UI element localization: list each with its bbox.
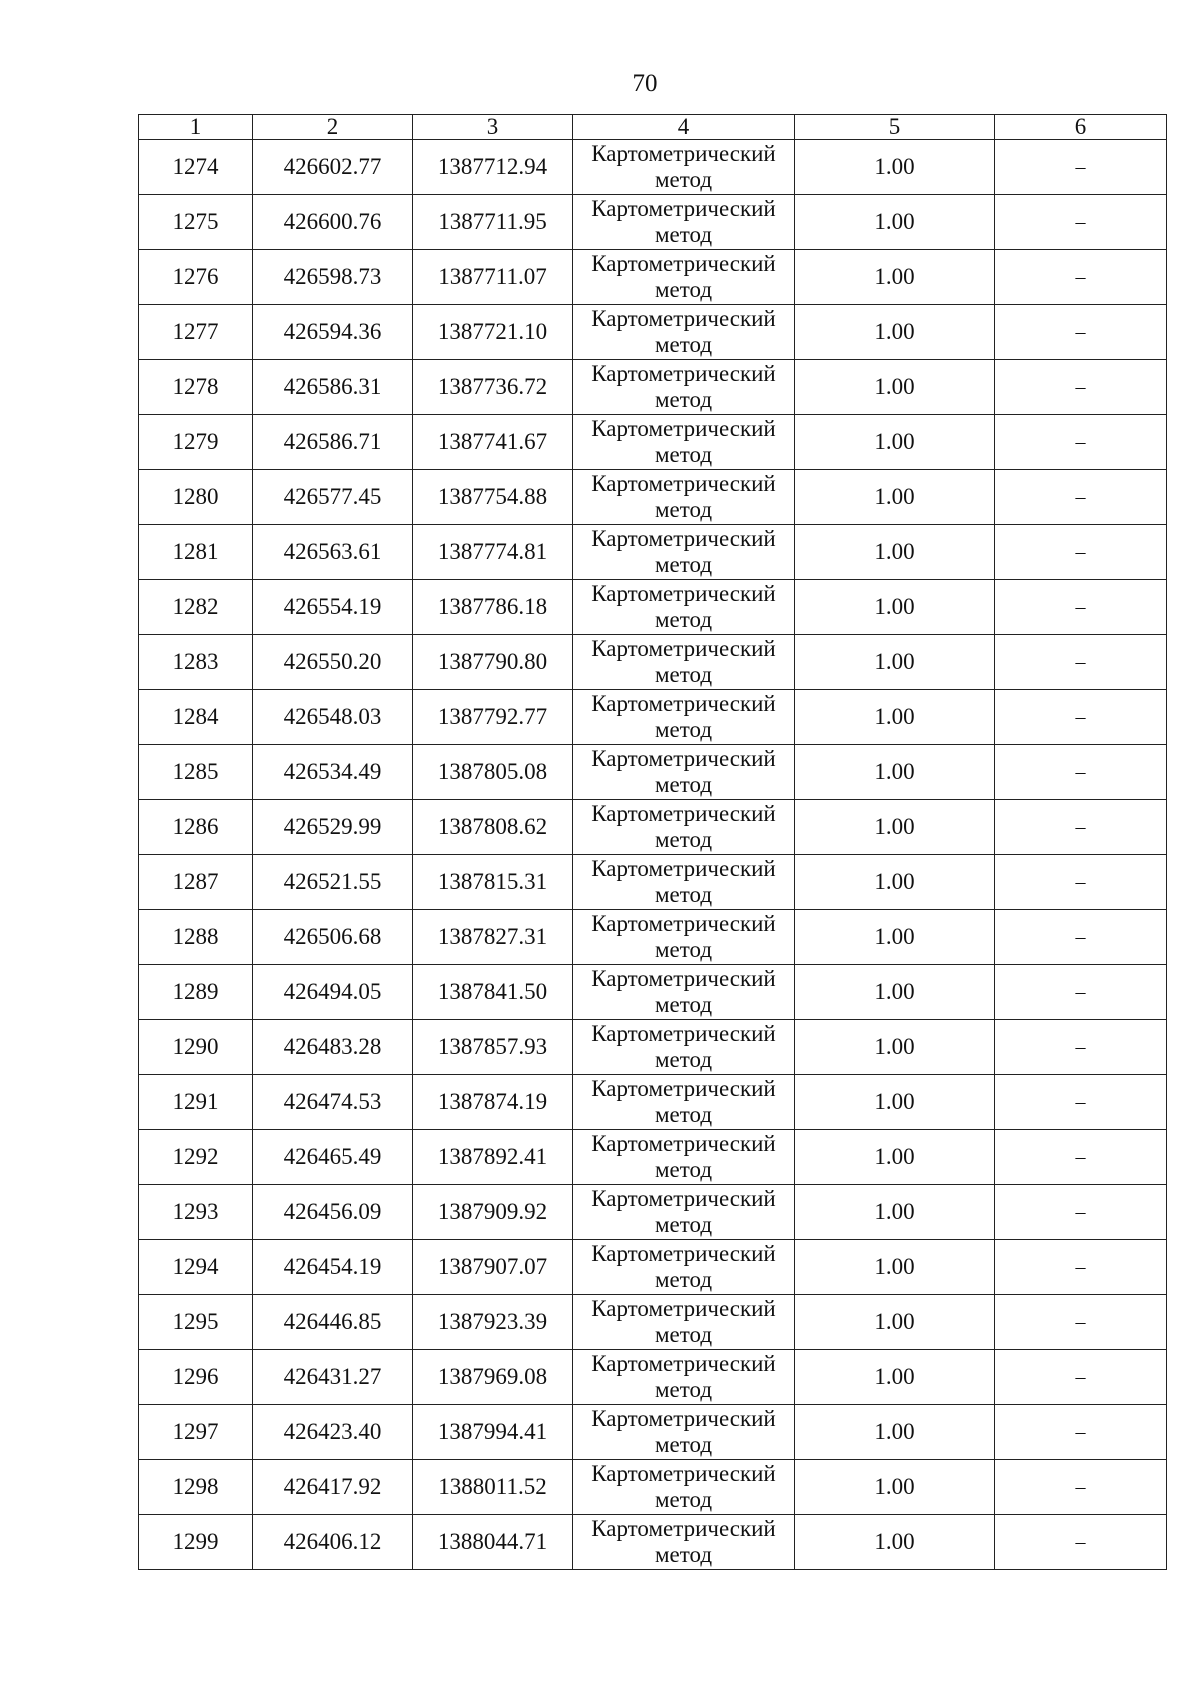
method-line-2: метод (654, 222, 713, 247)
method-cell (573, 1185, 795, 1240)
method-cell (573, 1405, 795, 1460)
method-line-1: Картометрический (591, 196, 776, 221)
method-line-1: Картометрический (591, 966, 776, 991)
accuracy-cell: 1.00 (795, 910, 995, 965)
note-cell: – (995, 855, 1167, 910)
table-header-row (139, 115, 1167, 140)
accuracy-cell: 1.00 (795, 1350, 995, 1405)
y-coordinate-cell: 1387711.07 (413, 250, 573, 305)
method-line-1: Картометрический (591, 1186, 776, 1211)
table-row (139, 140, 1167, 195)
point-number-cell: 1278 (139, 360, 253, 415)
table-row (139, 800, 1167, 855)
note-cell: – (995, 1405, 1167, 1460)
y-coordinate-cell: 1387736.72 (413, 360, 573, 415)
method-line-1: Картометрический (591, 1351, 776, 1376)
method-line-2: метод (654, 442, 713, 467)
note-cell: – (995, 360, 1167, 415)
method-line-1: Картометрический (591, 1076, 776, 1101)
table-body (139, 140, 1167, 1570)
method-line-1: Картометрический (591, 1021, 776, 1046)
method-line-1: Картометрический (591, 1241, 776, 1266)
note-cell: – (995, 910, 1167, 965)
method-line-1: Картометрический (591, 1131, 776, 1156)
x-coordinate-cell: 426534.49 (253, 745, 413, 800)
table-row (139, 1405, 1167, 1460)
method-line-1: Картометрический (591, 1296, 776, 1321)
y-coordinate-cell: 1388011.52 (413, 1460, 573, 1515)
method-line-1: Картометрический (591, 856, 776, 881)
column-header: 1 (139, 115, 253, 140)
accuracy-cell: 1.00 (795, 1405, 995, 1460)
accuracy-cell: 1.00 (795, 415, 995, 470)
accuracy-cell: 1.00 (795, 965, 995, 1020)
note-cell: – (995, 745, 1167, 800)
x-coordinate-cell: 426465.49 (253, 1130, 413, 1185)
method-cell (573, 360, 795, 415)
x-coordinate-cell: 426594.36 (253, 305, 413, 360)
table-row (139, 745, 1167, 800)
accuracy-cell: 1.00 (795, 1185, 995, 1240)
x-coordinate-cell: 426548.03 (253, 690, 413, 745)
note-cell: – (995, 1515, 1167, 1570)
method-line-1: Картометрический (591, 581, 776, 606)
method-cell (573, 1515, 795, 1570)
y-coordinate-cell: 1387909.92 (413, 1185, 573, 1240)
accuracy-cell: 1.00 (795, 360, 995, 415)
note-cell: – (995, 1350, 1167, 1405)
note-cell: – (995, 1185, 1167, 1240)
note-cell: – (995, 1075, 1167, 1130)
note-cell: – (995, 800, 1167, 855)
x-coordinate-cell: 426586.31 (253, 360, 413, 415)
accuracy-cell: 1.00 (795, 1515, 995, 1570)
y-coordinate-cell: 1387774.81 (413, 525, 573, 580)
accuracy-cell: 1.00 (795, 855, 995, 910)
x-coordinate-cell: 426474.53 (253, 1075, 413, 1130)
y-coordinate-cell: 1387827.31 (413, 910, 573, 965)
accuracy-cell: 1.00 (795, 250, 995, 305)
method-cell (573, 250, 795, 305)
accuracy-cell: 1.00 (795, 1295, 995, 1350)
accuracy-cell: 1.00 (795, 580, 995, 635)
accuracy-cell: 1.00 (795, 745, 995, 800)
method-cell (573, 855, 795, 910)
y-coordinate-cell: 1387815.31 (413, 855, 573, 910)
column-header: 6 (995, 115, 1167, 140)
method-line-2: метод (654, 1102, 713, 1127)
x-coordinate-cell: 426598.73 (253, 250, 413, 305)
table-row (139, 855, 1167, 910)
x-coordinate-cell: 426494.05 (253, 965, 413, 1020)
note-cell: – (995, 1460, 1167, 1515)
point-number-cell: 1299 (139, 1515, 253, 1570)
accuracy-cell: 1.00 (795, 690, 995, 745)
y-coordinate-cell: 1387907.07 (413, 1240, 573, 1295)
method-cell (573, 690, 795, 745)
method-line-2: метод (654, 387, 713, 412)
method-line-1: Картометрический (591, 911, 776, 936)
note-cell: – (995, 525, 1167, 580)
method-line-1: Картометрический (591, 526, 776, 551)
y-coordinate-cell: 1387969.08 (413, 1350, 573, 1405)
point-number-cell: 1283 (139, 635, 253, 690)
table-row (139, 1075, 1167, 1130)
method-line-2: метод (654, 1322, 713, 1347)
note-cell: – (995, 690, 1167, 745)
table-row (139, 1350, 1167, 1405)
table-row (139, 910, 1167, 965)
note-cell: – (995, 470, 1167, 525)
note-cell: – (995, 140, 1167, 195)
table-row (139, 195, 1167, 250)
accuracy-cell: 1.00 (795, 635, 995, 690)
coordinates-table (138, 114, 1167, 1570)
table-row (139, 1130, 1167, 1185)
point-number-cell: 1284 (139, 690, 253, 745)
method-line-2: метод (654, 772, 713, 797)
method-line-1: Картометрический (591, 416, 776, 441)
column-header: 4 (573, 115, 795, 140)
y-coordinate-cell: 1387786.18 (413, 580, 573, 635)
method-cell (573, 635, 795, 690)
x-coordinate-cell: 426521.55 (253, 855, 413, 910)
point-number-cell: 1285 (139, 745, 253, 800)
method-cell (573, 140, 795, 195)
method-cell (573, 800, 795, 855)
table-row (139, 250, 1167, 305)
y-coordinate-cell: 1387712.94 (413, 140, 573, 195)
point-number-cell: 1286 (139, 800, 253, 855)
table-row (139, 1460, 1167, 1515)
column-header: 3 (413, 115, 573, 140)
point-number-cell: 1294 (139, 1240, 253, 1295)
method-cell (573, 745, 795, 800)
table-row (139, 1240, 1167, 1295)
method-line-2: метод (654, 717, 713, 742)
table-row (139, 1185, 1167, 1240)
table-row (139, 965, 1167, 1020)
x-coordinate-cell: 426600.76 (253, 195, 413, 250)
x-coordinate-cell: 426506.68 (253, 910, 413, 965)
accuracy-cell: 1.00 (795, 1130, 995, 1185)
point-number-cell: 1289 (139, 965, 253, 1020)
table-row (139, 1295, 1167, 1350)
x-coordinate-cell: 426550.20 (253, 635, 413, 690)
method-line-1: Картометрический (591, 361, 776, 386)
y-coordinate-cell: 1387857.93 (413, 1020, 573, 1075)
method-line-2: метод (654, 277, 713, 302)
accuracy-cell: 1.00 (795, 1460, 995, 1515)
x-coordinate-cell: 426554.19 (253, 580, 413, 635)
accuracy-cell: 1.00 (795, 305, 995, 360)
x-coordinate-cell: 426483.28 (253, 1020, 413, 1075)
accuracy-cell: 1.00 (795, 1240, 995, 1295)
x-coordinate-cell: 426563.61 (253, 525, 413, 580)
accuracy-cell: 1.00 (795, 1075, 995, 1130)
method-cell (573, 1460, 795, 1515)
accuracy-cell: 1.00 (795, 140, 995, 195)
method-cell (573, 470, 795, 525)
point-number-cell: 1282 (139, 580, 253, 635)
table-row (139, 690, 1167, 745)
point-number-cell: 1290 (139, 1020, 253, 1075)
method-line-1: Картометрический (591, 1516, 776, 1541)
method-cell (573, 195, 795, 250)
note-cell: – (995, 1240, 1167, 1295)
table-row (139, 635, 1167, 690)
method-line-1: Картометрический (591, 636, 776, 661)
x-coordinate-cell: 426446.85 (253, 1295, 413, 1350)
note-cell: – (995, 635, 1167, 690)
note-cell: – (995, 250, 1167, 305)
point-number-cell: 1288 (139, 910, 253, 965)
method-line-1: Картометрический (591, 306, 776, 331)
point-number-cell: 1295 (139, 1295, 253, 1350)
method-cell (573, 1020, 795, 1075)
table-row (139, 1515, 1167, 1570)
x-coordinate-cell: 426431.27 (253, 1350, 413, 1405)
x-coordinate-cell: 426529.99 (253, 800, 413, 855)
method-line-1: Картометрический (591, 251, 776, 276)
y-coordinate-cell: 1387792.77 (413, 690, 573, 745)
y-coordinate-cell: 1387711.95 (413, 195, 573, 250)
y-coordinate-cell: 1387805.08 (413, 745, 573, 800)
method-cell (573, 1350, 795, 1405)
y-coordinate-cell: 1387892.41 (413, 1130, 573, 1185)
y-coordinate-cell: 1387874.19 (413, 1075, 573, 1130)
method-cell (573, 525, 795, 580)
y-coordinate-cell: 1387741.67 (413, 415, 573, 470)
point-number-cell: 1292 (139, 1130, 253, 1185)
method-line-1: Картометрический (591, 141, 776, 166)
method-line-2: метод (654, 1487, 713, 1512)
method-line-2: метод (654, 1377, 713, 1402)
note-cell: – (995, 195, 1167, 250)
method-cell (573, 910, 795, 965)
method-line-2: метод (654, 1157, 713, 1182)
method-line-1: Картометрический (591, 1461, 776, 1486)
point-number-cell: 1277 (139, 305, 253, 360)
x-coordinate-cell: 426406.12 (253, 1515, 413, 1570)
table-row (139, 470, 1167, 525)
x-coordinate-cell: 426586.71 (253, 415, 413, 470)
accuracy-cell: 1.00 (795, 800, 995, 855)
method-line-2: метод (654, 332, 713, 357)
method-cell (573, 1240, 795, 1295)
method-line-2: метод (654, 1047, 713, 1072)
method-line-2: метод (654, 827, 713, 852)
point-number-cell: 1293 (139, 1185, 253, 1240)
x-coordinate-cell: 426423.40 (253, 1405, 413, 1460)
point-number-cell: 1291 (139, 1075, 253, 1130)
x-coordinate-cell: 426602.77 (253, 140, 413, 195)
x-coordinate-cell: 426577.45 (253, 470, 413, 525)
table-row (139, 415, 1167, 470)
point-number-cell: 1297 (139, 1405, 253, 1460)
point-number-cell: 1287 (139, 855, 253, 910)
y-coordinate-cell: 1387841.50 (413, 965, 573, 1020)
y-coordinate-cell: 1387808.62 (413, 800, 573, 855)
note-cell: – (995, 1020, 1167, 1075)
method-line-2: метод (654, 552, 713, 577)
note-cell: – (995, 305, 1167, 360)
method-line-2: метод (654, 937, 713, 962)
y-coordinate-cell: 1387994.41 (413, 1405, 573, 1460)
point-number-cell: 1279 (139, 415, 253, 470)
method-line-1: Картометрический (591, 746, 776, 771)
x-coordinate-cell: 426454.19 (253, 1240, 413, 1295)
method-line-1: Картометрический (591, 691, 776, 716)
table-row (139, 305, 1167, 360)
point-number-cell: 1281 (139, 525, 253, 580)
method-cell (573, 415, 795, 470)
note-cell: – (995, 1130, 1167, 1185)
method-line-2: метод (654, 607, 713, 632)
method-cell (573, 305, 795, 360)
table-row (139, 1020, 1167, 1075)
method-line-2: метод (654, 662, 713, 687)
method-line-2: метод (654, 167, 713, 192)
method-cell (573, 965, 795, 1020)
method-line-2: метод (654, 497, 713, 522)
note-cell: – (995, 1295, 1167, 1350)
column-header: 2 (253, 115, 413, 140)
table-row (139, 360, 1167, 415)
note-cell: – (995, 965, 1167, 1020)
x-coordinate-cell: 426456.09 (253, 1185, 413, 1240)
method-line-1: Картометрический (591, 801, 776, 826)
y-coordinate-cell: 1387790.80 (413, 635, 573, 690)
accuracy-cell: 1.00 (795, 470, 995, 525)
x-coordinate-cell: 426417.92 (253, 1460, 413, 1515)
page-number: 70 (632, 70, 658, 97)
method-cell (573, 580, 795, 635)
column-header: 5 (795, 115, 995, 140)
point-number-cell: 1275 (139, 195, 253, 250)
point-number-cell: 1276 (139, 250, 253, 305)
method-cell (573, 1130, 795, 1185)
y-coordinate-cell: 1387721.10 (413, 305, 573, 360)
note-cell: – (995, 415, 1167, 470)
point-number-cell: 1274 (139, 140, 253, 195)
y-coordinate-cell: 1388044.71 (413, 1515, 573, 1570)
point-number-cell: 1298 (139, 1460, 253, 1515)
point-number-cell: 1280 (139, 470, 253, 525)
table-row (139, 580, 1167, 635)
table-row (139, 525, 1167, 580)
method-line-2: метод (654, 1267, 713, 1292)
method-line-2: метод (654, 1432, 713, 1457)
accuracy-cell: 1.00 (795, 1020, 995, 1075)
y-coordinate-cell: 1387754.88 (413, 470, 573, 525)
method-line-2: метод (654, 1212, 713, 1237)
accuracy-cell: 1.00 (795, 195, 995, 250)
note-cell: – (995, 580, 1167, 635)
y-coordinate-cell: 1387923.39 (413, 1295, 573, 1350)
method-line-2: метод (654, 882, 713, 907)
method-line-2: метод (654, 992, 713, 1017)
accuracy-cell: 1.00 (795, 525, 995, 580)
method-line-2: метод (654, 1542, 713, 1567)
method-line-1: Картометрический (591, 1406, 776, 1431)
method-cell (573, 1295, 795, 1350)
point-number-cell: 1296 (139, 1350, 253, 1405)
method-line-1: Картометрический (591, 471, 776, 496)
method-cell (573, 1075, 795, 1130)
